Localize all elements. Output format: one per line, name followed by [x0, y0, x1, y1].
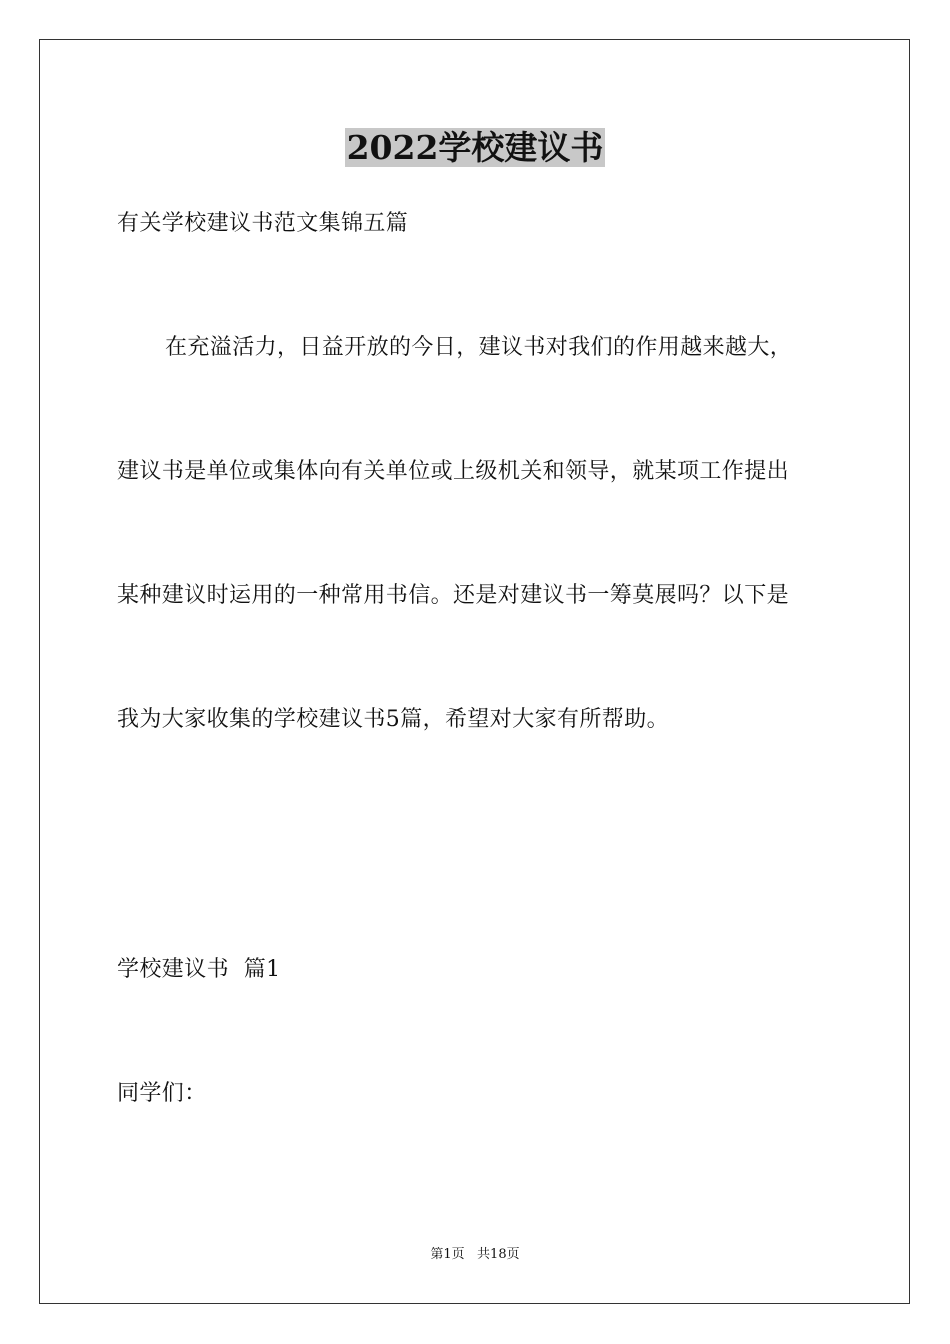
- page-footer: 第1页 共18页: [430, 1247, 520, 1262]
- paragraph-line-3: 某种建议时运用的一种常用书信。还是对建议书一筹莫展吗？以下是: [117, 583, 790, 608]
- document-title: [0, 128, 950, 174]
- document-title-text: 2022学校建议书: [346, 128, 604, 167]
- greeting-line: 同学们：: [117, 1081, 207, 1106]
- section-heading: 学校建议书 篇1: [117, 957, 281, 982]
- paragraph-line-1: 在充溢活力，日益开放的今日，建议书对我们的作用越来越大，: [165, 335, 793, 360]
- paragraph-line-2: 建议书是单位或集体向有关单位或上级机关和领导，就某项工作提出: [117, 459, 790, 484]
- document-subtitle: 有关学校建议书范文集锦五篇: [117, 211, 409, 236]
- paragraph-line-4: 我为大家收集的学校建议书5篇，希望对大家有所帮助。: [117, 707, 669, 732]
